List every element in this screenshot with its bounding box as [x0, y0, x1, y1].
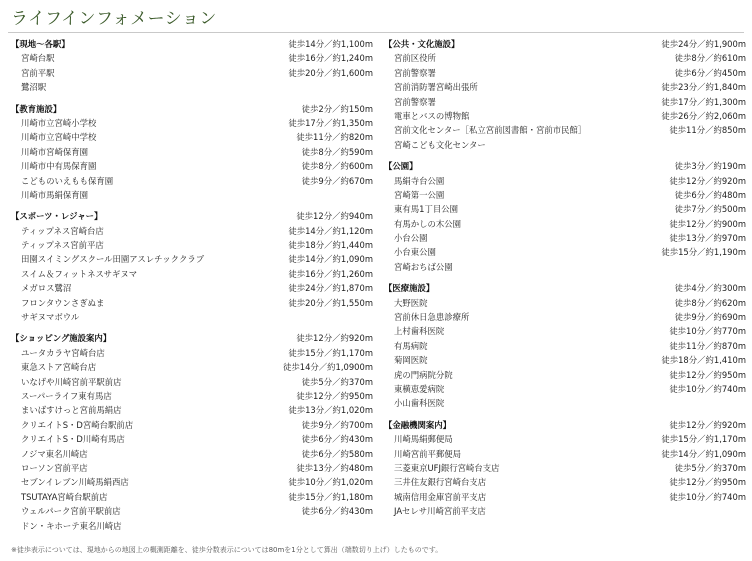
walk-distance: 徒歩17分／約1,350m	[288, 117, 373, 128]
facility-name: TSUTAYA宮崎台駅前店	[21, 491, 108, 502]
right-column	[384, 37, 746, 526]
facility-name: 東横恵愛病院	[394, 383, 445, 394]
walk-distance: 徒歩23分／約1,840m	[661, 82, 746, 93]
facility-row	[11, 224, 373, 238]
facility-name: 田園スイミングスクール田園アスレチッククラブ	[21, 254, 205, 265]
title-divider	[8, 32, 744, 33]
facility-row	[11, 461, 373, 475]
facility-name: JAセレサ川崎宮前平支店	[394, 506, 486, 517]
walk-distance: 徒歩5分／約370m	[301, 376, 373, 387]
facility-name: サギヌマボウル	[21, 312, 80, 323]
walk-distance: 徒歩15分／約1,180m	[288, 491, 373, 502]
facility-name: メガロス鷺沼	[21, 283, 72, 294]
walk-distance: 徒歩3分／約190m	[674, 161, 746, 172]
facility-row	[384, 368, 746, 382]
facility-name: クリエイトS・D川崎有馬店	[21, 434, 125, 445]
section-title: 【現地～各駅】	[11, 39, 70, 49]
facility-name: 宮前区役所	[394, 53, 436, 64]
facility-name: 三菱東京UFJ銀行宮崎台支店	[394, 462, 500, 473]
facility-row	[384, 339, 746, 353]
facility-name: 川崎市立宮崎小学校	[21, 117, 97, 128]
facility-name: 宮前文化センター［私立宮前図書館・宮前市民館］	[394, 125, 587, 136]
facility-row	[11, 296, 373, 310]
facility-row	[11, 267, 373, 281]
facility-row	[11, 504, 373, 518]
walk-distance: 徒歩11分／約870m	[669, 340, 746, 351]
facility-name: 菊岡医院	[394, 355, 428, 366]
facility-row	[384, 123, 746, 137]
facility-row	[11, 252, 373, 266]
facility-name: ユータカラヤ宮崎台店	[21, 347, 105, 358]
facility-name: まいばすけっと宮前馬絹店	[21, 405, 122, 416]
facility-name: スイム＆フィットネスサギヌマ	[21, 268, 138, 279]
facility-name: スーパーライフ東有馬店	[21, 390, 112, 401]
facility-row	[11, 80, 373, 94]
facility-name: 大野医院	[394, 297, 428, 308]
facility-row	[384, 138, 746, 152]
section-header	[384, 159, 746, 173]
facility-row	[384, 296, 746, 310]
page-title: ライフインフォメーション	[11, 9, 217, 29]
walk-distance: 徒歩24分／約1,870m	[288, 283, 373, 294]
info-section	[384, 281, 746, 411]
walk-distance: 徒歩12分／約900m	[669, 218, 746, 229]
facility-row	[11, 238, 373, 252]
facility-name: 宮崎第一公園	[394, 189, 445, 200]
facility-name: 川崎宮前平郵便局	[394, 448, 461, 459]
walk-distance: 徒歩26分／約2,060m	[661, 110, 746, 121]
facility-name: 宮前平駅	[21, 67, 55, 78]
facility-row	[384, 461, 746, 475]
walk-distance: 徒歩14分／約1,0900m	[283, 362, 373, 373]
facility-row	[11, 490, 373, 504]
walk-distance: 徒歩20分／約1,550m	[288, 297, 373, 308]
walk-distance: 徒歩8分／約610m	[674, 53, 746, 64]
walk-distance: 徒歩14分／約1,090m	[661, 448, 746, 459]
facility-name: 城南信用金庫宮前平支店	[394, 491, 487, 502]
facility-row	[11, 174, 373, 188]
info-section	[384, 418, 746, 519]
facility-name: 上村歯科医院	[394, 326, 445, 337]
walk-distance: 徒歩13分／約970m	[669, 233, 746, 244]
section-header	[11, 209, 373, 223]
facility-row	[384, 80, 746, 94]
facility-row	[384, 490, 746, 504]
facility-row	[384, 324, 746, 338]
section-title: 【金融機関案内】	[384, 419, 451, 430]
facility-row	[11, 418, 373, 432]
facility-row	[384, 382, 746, 396]
facility-row	[11, 145, 373, 159]
facility-name: 小台東公園	[394, 247, 436, 258]
facility-name: 川崎市立宮崎中学校	[21, 132, 97, 143]
facility-row	[384, 174, 746, 188]
walk-distance: 徒歩12分／約950m	[669, 477, 746, 488]
facility-row	[11, 389, 373, 403]
facility-name: 小山歯科医院	[394, 398, 445, 409]
facility-row	[11, 447, 373, 461]
facility-row	[11, 346, 373, 360]
walk-distance: 徒歩14分／約1,100m	[288, 39, 373, 49]
facility-name: 宮崎台駅	[21, 53, 55, 64]
facility-name: ノジマ東名川崎店	[21, 448, 88, 459]
facility-name: 宮前休日急患診療所	[394, 312, 470, 323]
info-section	[11, 331, 373, 532]
facility-name: 宮前警察署	[394, 96, 436, 107]
walk-distance: 徒歩12分／約940m	[296, 211, 373, 222]
walk-distance: 徒歩8分／約600m	[301, 161, 373, 172]
facility-row	[384, 447, 746, 461]
facility-row	[11, 281, 373, 295]
walk-distance: 徒歩20分／約1,600m	[288, 67, 373, 78]
facility-name: フロンタウンさぎぬま	[21, 297, 105, 308]
facility-name: 川崎市馬絹保育園	[21, 189, 88, 200]
facility-row	[384, 51, 746, 65]
walk-distance: 徒歩18分／約1,440m	[288, 240, 373, 251]
facility-name: ティップネス宮崎台店	[21, 225, 104, 236]
walk-distance: 徒歩24分／約1,900m	[661, 39, 746, 49]
facility-row	[384, 188, 746, 202]
walk-distance: 徒歩11分／約820m	[296, 132, 373, 143]
walk-distance: 徒歩8分／約590m	[301, 146, 373, 157]
walk-distance: 徒歩9分／約690m	[674, 312, 746, 323]
facility-row	[384, 475, 746, 489]
section-title: 【公共・文化施設】	[384, 39, 460, 49]
walk-distance: 徒歩7分／約500m	[674, 204, 746, 215]
facility-row	[11, 360, 373, 374]
facility-name: 虎の門病院分院	[394, 369, 453, 380]
walk-distance: 徒歩12分／約920m	[669, 419, 746, 430]
facility-row	[384, 245, 746, 259]
facility-name: 電車とバスの博物館	[394, 110, 470, 121]
walk-distance: 徒歩11分／約850m	[669, 125, 746, 136]
walk-distance: 徒歩14分／約1,090m	[288, 254, 373, 265]
walk-distance: 徒歩6分／約580m	[301, 448, 373, 459]
facility-row	[11, 66, 373, 80]
facility-name: ドン・キホーテ東名川崎店	[21, 520, 122, 531]
section-title: 【公園】	[384, 161, 418, 172]
facility-row	[11, 159, 373, 173]
facility-row	[384, 95, 746, 109]
walk-distance: 徒歩5分／約370m	[674, 462, 746, 473]
info-section	[384, 159, 746, 274]
facility-name: クリエイトS・D宮崎台駅前店	[21, 419, 134, 430]
walk-distance: 徒歩4分／約300m	[674, 283, 746, 294]
facility-row	[384, 66, 746, 80]
walk-distance: 徒歩15分／約1,170m	[661, 434, 746, 445]
facility-row	[384, 260, 746, 274]
walk-distance: 徒歩16分／約1,260m	[288, 268, 373, 279]
facility-row	[11, 116, 373, 130]
facility-row	[11, 519, 373, 533]
walk-distance: 徒歩13分／約480m	[296, 462, 373, 473]
facility-name: 宮崎こども文化センター	[394, 139, 486, 150]
walk-distance: 徒歩10分／約770m	[669, 326, 746, 337]
section-title: 【教育施設】	[11, 103, 62, 114]
section-header	[384, 37, 746, 51]
left-column	[11, 37, 373, 540]
walk-distance: 徒歩17分／約1,300m	[661, 96, 746, 107]
walk-distance: 徒歩12分／約920m	[296, 333, 373, 344]
facility-row	[384, 504, 746, 518]
walk-distance: 徒歩2分／約150m	[301, 103, 373, 114]
walk-distance: 徒歩9分／約670m	[301, 175, 373, 186]
section-header	[11, 331, 373, 345]
walk-distance: 徒歩15分／約1,170m	[288, 347, 373, 358]
facility-name: 有馬かしの木公園	[394, 218, 461, 229]
facility-row	[384, 217, 746, 231]
facility-row	[11, 188, 373, 202]
info-section	[11, 102, 373, 203]
facility-name: 東有馬1丁目公園	[394, 204, 458, 215]
facility-name: 宮前警察署	[394, 67, 436, 78]
section-title: 【ショッピング施設案内】	[11, 333, 112, 344]
facility-row	[11, 375, 373, 389]
info-section	[11, 37, 373, 95]
walk-distance: 徒歩9分／約700m	[301, 419, 373, 430]
walk-distance: 徒歩13分／約1,020m	[288, 405, 373, 416]
walk-distance: 徒歩14分／約1,120m	[288, 225, 373, 236]
facility-row	[11, 51, 373, 65]
facility-row	[11, 130, 373, 144]
footnote: ※徒歩表示については、現地からの地図上の概測距離を、徒歩分数表示については80mを1分として算出（端数切り上げ）したものです。	[11, 546, 443, 554]
facility-name: 川崎市中有馬保育園	[21, 161, 97, 172]
facility-name: 東急ストア宮崎台店	[21, 362, 97, 373]
facility-row	[384, 353, 746, 367]
facility-row	[384, 396, 746, 410]
facility-row	[384, 310, 746, 324]
facility-name: 小台公園	[394, 233, 428, 244]
facility-name: セブンイレブン川崎馬絹西店	[21, 477, 129, 488]
walk-distance: 徒歩8分／約620m	[674, 297, 746, 308]
facility-row	[11, 432, 373, 446]
section-header	[11, 37, 373, 51]
walk-distance: 徒歩15分／約1,190m	[661, 247, 746, 258]
facility-name: 宮前消防署宮崎出張所	[394, 82, 478, 93]
facility-row	[384, 202, 746, 216]
facility-name: 三井住友銀行宮崎台支店	[394, 477, 487, 488]
facility-name: 馬絹寺台公園	[394, 175, 445, 186]
walk-distance: 徒歩12分／約920m	[669, 175, 746, 186]
facility-name: 鷺沼駅	[21, 82, 47, 93]
walk-distance: 徒歩12分／約950m	[669, 369, 746, 380]
walk-distance: 徒歩10分／約1,020m	[288, 477, 373, 488]
walk-distance: 徒歩12分／約950m	[296, 390, 373, 401]
facility-name: 有馬病院	[394, 340, 428, 351]
facility-name: いなげや川崎宮前平駅前店	[21, 376, 122, 387]
info-section	[11, 209, 373, 324]
facility-name: 川崎馬絹郵便局	[394, 434, 453, 445]
info-section	[384, 37, 746, 152]
walk-distance: 徒歩6分／約480m	[674, 189, 746, 200]
facility-name: ティップネス宮前平店	[21, 240, 104, 251]
section-header	[11, 102, 373, 116]
walk-distance: 徒歩6分／約450m	[674, 67, 746, 78]
facility-name: こどものいえもも保育園	[21, 175, 114, 186]
walk-distance: 徒歩10分／約740m	[669, 491, 746, 502]
walk-distance: 徒歩6分／約430m	[301, 434, 373, 445]
walk-distance: 徒歩10分／約740m	[669, 383, 746, 394]
facility-name: ウェルパーク宮前平駅前店	[21, 506, 121, 517]
facility-row	[384, 432, 746, 446]
walk-distance: 徒歩18分／約1,410m	[661, 355, 746, 366]
facility-row	[11, 475, 373, 489]
facility-row	[11, 403, 373, 417]
section-title: 【スポーツ・レジャー】	[11, 211, 103, 222]
facility-name: 川崎市宮崎保育園	[21, 146, 88, 157]
facility-row	[384, 231, 746, 245]
section-header	[384, 418, 746, 432]
facility-name: ローソン宮前平店	[21, 462, 88, 473]
walk-distance: 徒歩6分／約430m	[301, 506, 373, 517]
facility-row	[11, 310, 373, 324]
facility-row	[384, 109, 746, 123]
walk-distance: 徒歩16分／約1,240m	[288, 53, 373, 64]
facility-name: 宮崎おちば公園	[394, 261, 453, 272]
section-header	[384, 281, 746, 295]
section-title: 【医療施設】	[384, 283, 435, 294]
